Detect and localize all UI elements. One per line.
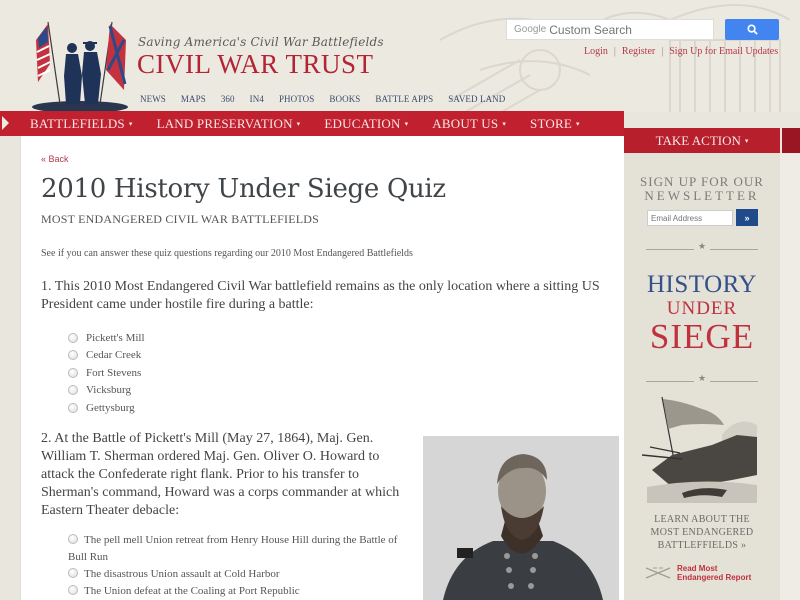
nav-item-battlefields[interactable]: [30, 116, 133, 132]
login-link[interactable]: Login: [584, 46, 608, 57]
search-input[interactable]: [549, 23, 699, 37]
nav-item-about-us[interactable]: [432, 116, 506, 132]
answer-option[interactable]: [41, 583, 401, 600]
nav-label: BATTLEFIELDS: [30, 115, 125, 131]
option-label: Vicksburg: [86, 384, 131, 397]
utility-link-photos[interactable]: PHOTOS: [278, 94, 315, 104]
site-header: [0, 0, 800, 112]
main-content: [20, 136, 624, 600]
radio-button[interactable]: [68, 368, 78, 378]
answer-option[interactable]: [68, 382, 145, 400]
signup-email-link[interactable]: Sign Up for Email Updates: [669, 46, 779, 57]
page-subtitle: MOST ENDANGERED CIVIL WAR BATTLEFIELDS: [41, 212, 320, 226]
read-report-link[interactable]: [645, 564, 751, 582]
hus-siege: SIEGE: [649, 317, 755, 356]
report-line2: Endangered Report: [677, 573, 752, 582]
newsletter-email-input[interactable]: [647, 210, 733, 226]
newsletter-line2: NEWSLETTER: [644, 188, 760, 203]
chevron-down-icon: ▾: [502, 119, 507, 128]
utility-nav: [140, 94, 505, 104]
chevron-down-icon: ▾: [575, 119, 580, 128]
chevron-down-icon: ▾: [128, 119, 133, 128]
hus-history: HISTORY: [646, 271, 757, 298]
option-label: The disastrous Union assault at Cold Harbor: [84, 568, 280, 580]
brand-name[interactable]: CIVIL WAR TRUST: [137, 49, 374, 79]
nav-label: LAND PRESERVATION: [156, 115, 293, 131]
separator: |: [661, 46, 664, 57]
radio-button[interactable]: [68, 350, 78, 360]
hus-under: UNDER: [666, 298, 738, 319]
nav-item-store[interactable]: [530, 116, 580, 132]
utility-link-in4[interactable]: IN4: [249, 94, 264, 104]
option-label: The pell mell Union retreat from Henry House Hill during the Battle of Bull Run: [68, 534, 398, 563]
page-title: 2010 History Under Siege Quiz: [41, 174, 446, 204]
option-label: Cedar Creek: [86, 349, 142, 362]
radio-button[interactable]: [68, 568, 78, 578]
account-links: [584, 46, 778, 57]
nav-item-education[interactable]: [324, 116, 408, 132]
answer-option[interactable]: [68, 399, 145, 417]
utility-link-news[interactable]: NEWS: [140, 94, 166, 104]
answer-option[interactable]: [68, 329, 145, 347]
chevron-down-icon: ▾: [404, 119, 409, 128]
nav-item-land-preservation[interactable]: [157, 116, 301, 132]
star-icon: ★: [698, 374, 707, 384]
star-icon: ★: [698, 242, 707, 252]
tagline: Saving America's Civil War Battlefields: [138, 35, 384, 49]
battle-engraving[interactable]: [642, 395, 760, 503]
nav-label: STORE: [530, 115, 572, 131]
star-divider: [646, 374, 758, 385]
learn-line1: LEARN ABOUT THE: [654, 514, 750, 525]
radio-button[interactable]: [68, 534, 78, 544]
radio-button[interactable]: [68, 385, 78, 395]
intro-text: See if you can answer these quiz questions regarding our 2010 Most Endangered Battlefields: [41, 248, 413, 259]
option-label: Pickett's Mill: [86, 331, 145, 344]
back-link[interactable]: « Back: [41, 154, 69, 164]
option-label: Gettysburg: [86, 401, 135, 414]
option-label: Fort Stevens: [86, 366, 142, 379]
search-button[interactable]: [725, 19, 779, 40]
chevron-down-icon: ▾: [296, 119, 301, 128]
chevron-down-icon: ▾: [744, 136, 749, 145]
newsletter-line1: SIGN UP FOR OUR: [640, 174, 764, 189]
general-howard-portrait: [423, 436, 619, 600]
question-1-options: [68, 329, 145, 417]
answer-option[interactable]: [68, 364, 145, 382]
civil-war-trust-logo[interactable]: [30, 12, 130, 112]
question-2-options: [41, 532, 401, 600]
answer-option[interactable]: [68, 347, 145, 365]
history-under-siege-logo[interactable]: [624, 272, 780, 354]
nav-label: EDUCATION: [324, 115, 401, 131]
utility-link-saved-land[interactable]: SAVED LAND: [448, 94, 506, 104]
take-action-button[interactable]: [624, 128, 780, 153]
question-2: 2. At the Battle of Pickett's Mill (May 27, 1864), Maj. Gen. William T. Sherman ordered Maj. Gen. Oliver O. Howard to attack the Confederate right flank. Prior to his transfer to Sherman's command, Howard was a corps commander at which Eastern Theater debacle:: [41, 431, 400, 518]
question-1: 1. This 2010 Most Endangered Civil War battlefield remains as the only location where a sitting US President came under hostile fire during a battle:: [41, 279, 600, 312]
answer-option[interactable]: [41, 532, 401, 566]
radio-button[interactable]: [68, 585, 78, 595]
learn-line2: MOST ENDANGERED: [650, 527, 754, 538]
register-link[interactable]: Register: [621, 46, 656, 57]
newsletter-submit-button[interactable]: »: [736, 209, 758, 226]
radio-button[interactable]: [68, 403, 78, 413]
edge-tab[interactable]: [782, 128, 800, 153]
google-label: Google: [514, 24, 547, 35]
main-nav: [14, 111, 624, 136]
star-divider: [646, 242, 758, 253]
radio-button[interactable]: [68, 333, 78, 343]
search-box[interactable]: [506, 19, 714, 40]
utility-link-maps[interactable]: MAPS: [180, 94, 206, 104]
utility-link-books[interactable]: BOOKS: [329, 94, 361, 104]
answer-option[interactable]: [41, 566, 401, 583]
utility-link-battle-apps[interactable]: BATTLE APPS: [375, 94, 434, 104]
take-action-label: TAKE ACTION: [655, 132, 741, 148]
separator: |: [613, 46, 616, 57]
newsletter-heading: [624, 175, 780, 203]
nav-arrow-icon: [0, 111, 14, 136]
report-line1: Read Most: [677, 564, 718, 573]
nav-label: ABOUT US: [432, 115, 499, 131]
learn-line3: BATTLEFFIELDS »: [657, 540, 747, 551]
edge-strip: [780, 153, 800, 600]
option-label: The Union defeat at the Coaling at Port Republic: [84, 585, 300, 597]
utility-link-360[interactable]: 360: [220, 94, 235, 104]
crossed-rifles-icon: [645, 566, 671, 580]
search-icon: [747, 24, 758, 35]
learn-more-link[interactable]: [624, 513, 780, 552]
